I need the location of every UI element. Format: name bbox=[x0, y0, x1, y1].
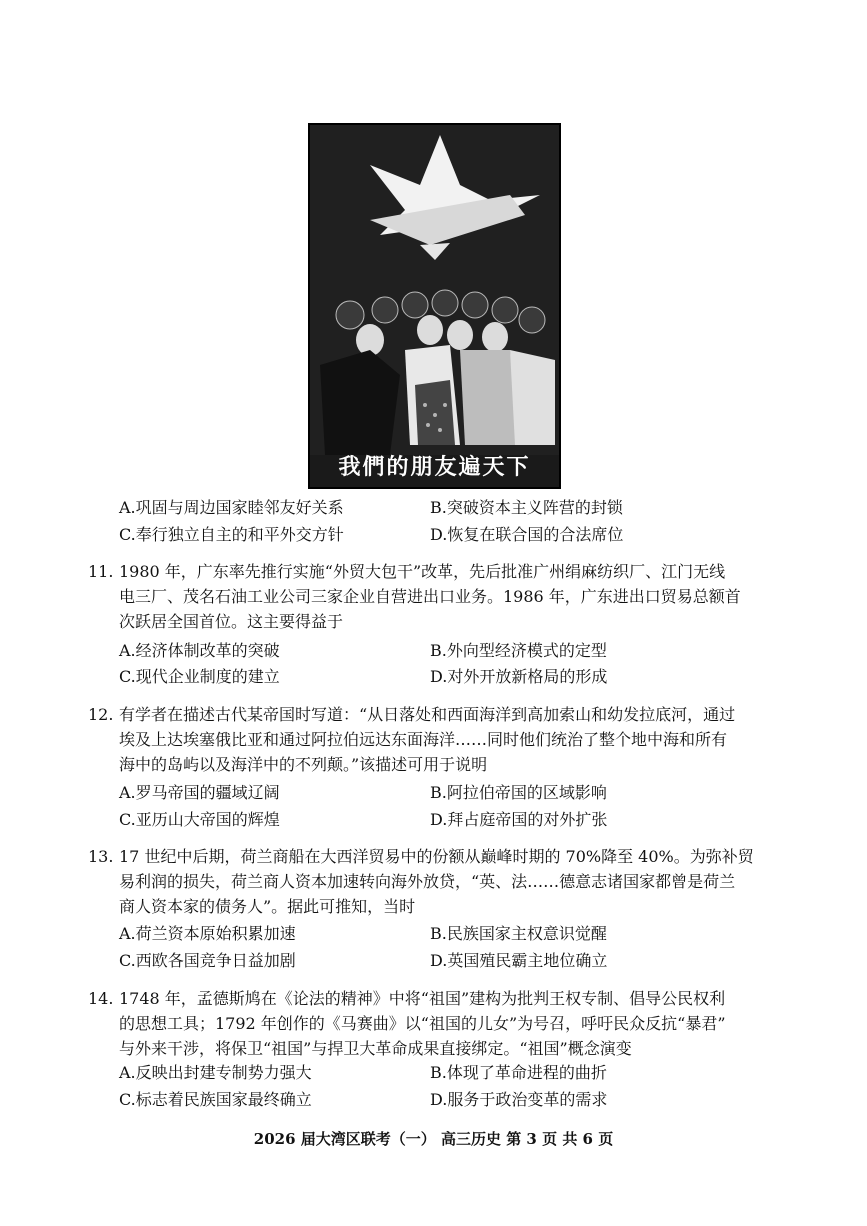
q14-stem-line-2: 的思想工具；1792 年创作的《马赛曲》以“祖国的儿女”为号召，呼吁民众反抗“暴君” bbox=[119, 1014, 726, 1033]
q11-number: 11. bbox=[88, 562, 114, 581]
q12-stem-line-2: 埃及上达埃塞俄比亚和通过阿拉伯远达东面海洋……同时他们统治了整个地中海和所有 bbox=[119, 730, 728, 749]
q11-stem-line-1: 1980 年，广东率先推行实施“外贸大包干”改革，先后批准广州绢麻纺织厂、江门无线 bbox=[119, 562, 726, 581]
q14-option-a: A.反映出封建专制势力强大 bbox=[119, 1063, 312, 1082]
q10-option-a: A.巩固与周边国家睦邻友好关系 bbox=[119, 498, 344, 517]
propaganda-poster bbox=[308, 123, 561, 489]
q14-option-b: B.体现了革命进程的曲折 bbox=[430, 1063, 607, 1082]
q12-stem-line-3: 海中的岛屿以及海洋中的不列颠。”该描述可用于说明 bbox=[119, 755, 488, 774]
q14-option-c: C.标志着民族国家最终确立 bbox=[119, 1090, 312, 1109]
q11-stem-line-3: 次跃居全国首位。这主要得益于 bbox=[119, 612, 344, 631]
q11-option-d: D.对外开放新格局的形成 bbox=[430, 667, 608, 686]
q12-stem-line-1: 有学者在描述古代某帝国时写道：“从日落处和西面海洋到高加索山和幼发拉底河，通过 bbox=[119, 705, 736, 724]
q11-stem-line-2: 电三厂、茂名石油工业公司三家企业自营进出口业务。1986 年，广东进出口贸易总额首 bbox=[119, 587, 741, 606]
q13-stem-line-3: 商人资本家的债务人”。据此可推知，当时 bbox=[119, 897, 416, 916]
q12-option-c: C.亚历山大帝国的辉煌 bbox=[119, 810, 280, 829]
q14-number: 14. bbox=[88, 989, 114, 1008]
q10-option-c: C.奉行独立自主的和平外交方针 bbox=[119, 525, 344, 544]
q14-stem-line-3: 与外来干涉，将保卫“祖国”与捍卫大革命成果直接绑定。“祖国”概念演变 bbox=[119, 1039, 632, 1058]
poster-illustration bbox=[310, 125, 561, 489]
q11-option-a: A.经济体制改革的突破 bbox=[119, 641, 280, 660]
q13-option-a: A.荷兰资本原始积累加速 bbox=[119, 924, 296, 943]
q11-option-b: B.外向型经济模式的定型 bbox=[430, 641, 607, 660]
q12-option-b: B.阿拉伯帝国的区域影响 bbox=[430, 783, 607, 802]
q13-option-d: D.英国殖民霸主地位确立 bbox=[430, 951, 608, 970]
poster-caption: 我們的朋友遍天下 bbox=[338, 455, 531, 480]
q13-option-b: B.民族国家主权意识觉醒 bbox=[430, 924, 607, 943]
q13-stem-line-1: 17 世纪中后期，荷兰商船在大西洋贸易中的份额从巅峰时期的 70%降至 40%。为弥补贸 bbox=[119, 847, 754, 866]
q12-number: 12. bbox=[88, 705, 114, 724]
page-footer: 2026 届大湾区联考（一） 高三历史 第 3 页 共 6 页 bbox=[253, 1130, 614, 1148]
q10-option-b: B.突破资本主义阵营的封锁 bbox=[430, 498, 623, 517]
q13-stem-line-2: 易利润的损失，荷兰商人资本加速转向海外放贷，“英、法……德意志诸国家都曾是荷兰 bbox=[119, 872, 736, 891]
q12-option-d: D.拜占庭帝国的对外扩张 bbox=[430, 810, 608, 829]
q14-stem-line-1: 1748 年，孟德斯鸠在《论法的精神》中将“祖国”建构为批判王权专制、倡导公民权利 bbox=[119, 989, 726, 1008]
q13-number: 13. bbox=[88, 847, 114, 866]
q14-option-d: D.服务于政治变革的需求 bbox=[430, 1090, 608, 1109]
q11-option-c: C.现代企业制度的建立 bbox=[119, 667, 280, 686]
q12-option-a: A.罗马帝国的疆域辽阔 bbox=[119, 783, 280, 802]
q10-option-d: D.恢复在联合国的合法席位 bbox=[430, 525, 624, 544]
q13-option-c: C.西欧各国竞争日益加剧 bbox=[119, 951, 296, 970]
